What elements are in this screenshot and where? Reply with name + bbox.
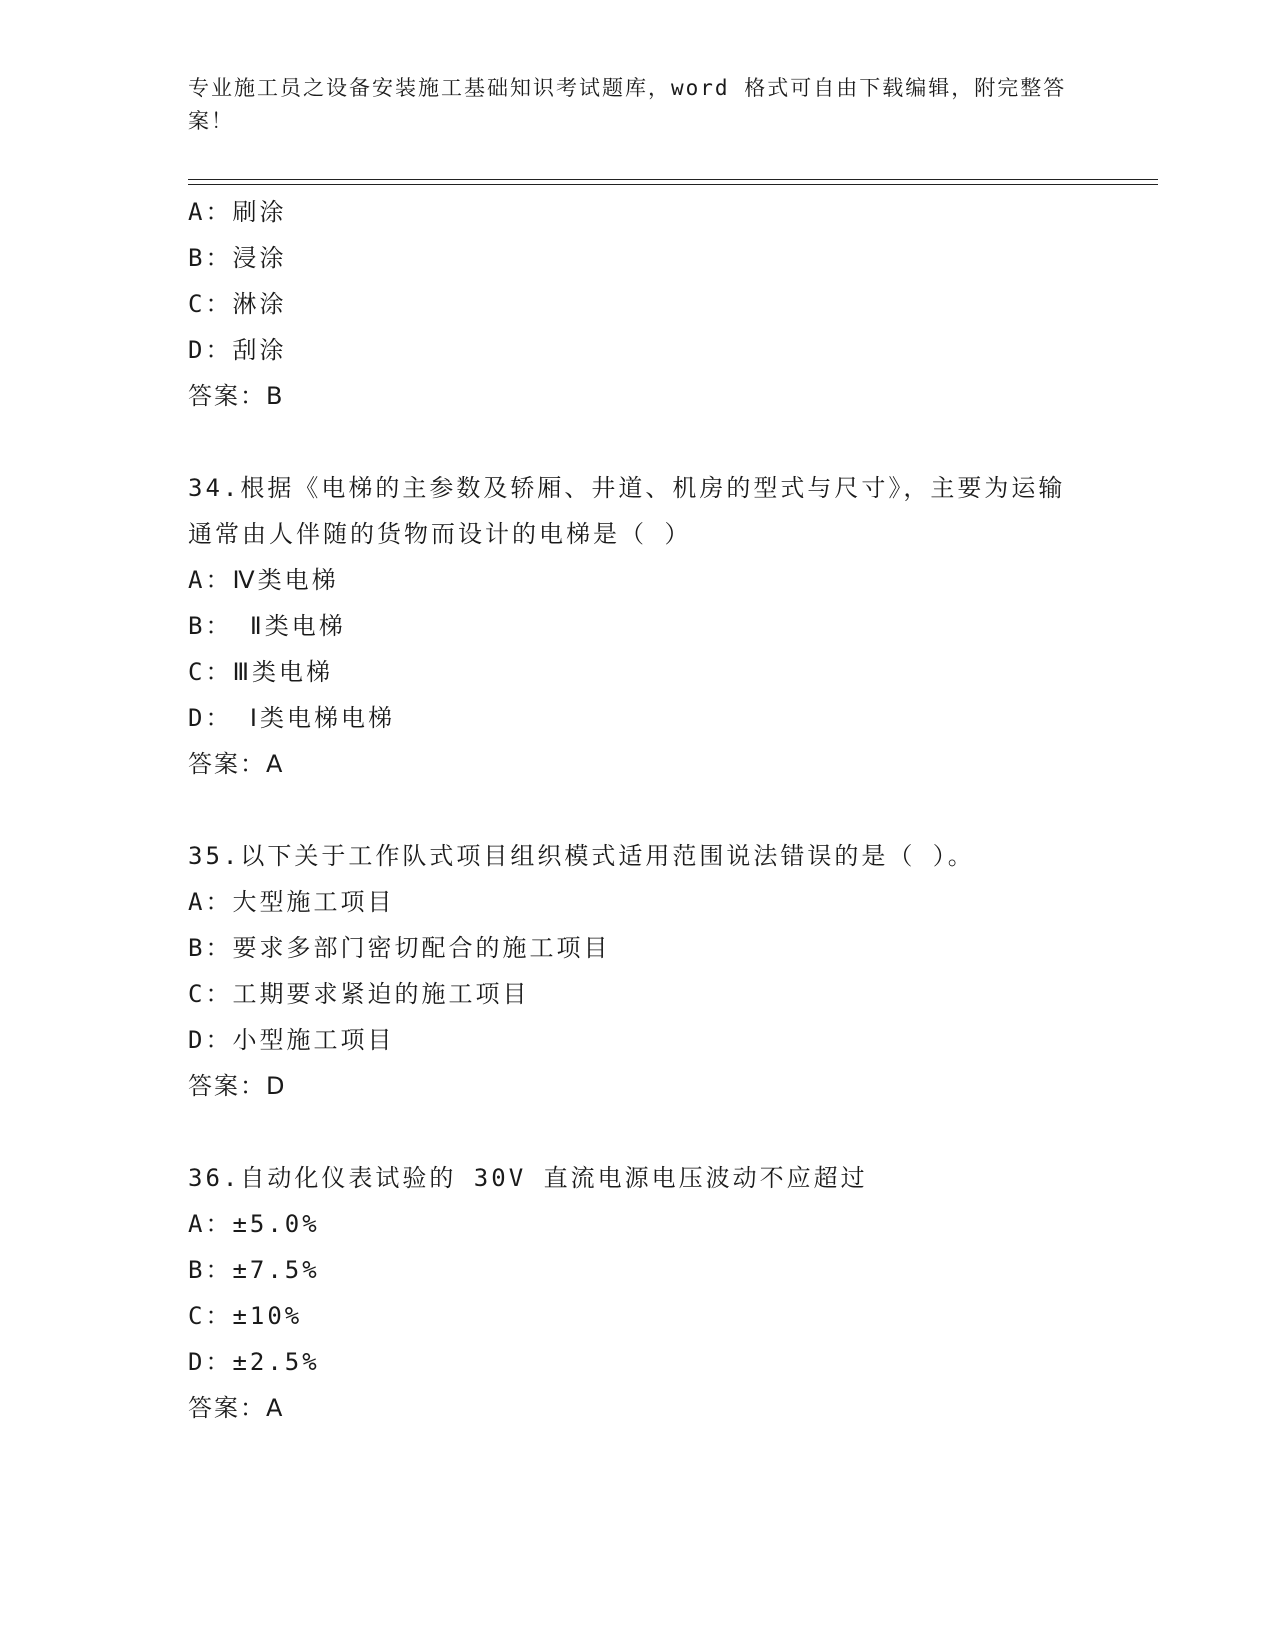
spacer	[188, 787, 1108, 833]
spacer	[188, 1109, 1108, 1155]
question-stem: 34.根据《电梯的主参数及轿厢、井道、机房的型式与尺寸》，主要为运输通常由人伴随的货物而设计的电梯是（ ）	[188, 474, 1066, 548]
option-d: D：小型施工项目	[188, 1026, 395, 1054]
option-b: B：±7.5%	[188, 1256, 320, 1284]
option-d: D：刮涂	[188, 336, 287, 364]
spacer	[188, 419, 1108, 465]
option-a: A：刷涂	[188, 198, 287, 226]
option-b: B：要求多部门密切配合的施工项目	[188, 934, 611, 962]
option-c: C：淋涂	[188, 290, 287, 318]
question-list	[188, 189, 1108, 1431]
option-b: B：浸涂	[188, 244, 287, 272]
question-34	[188, 465, 1108, 787]
answer-line: 答案：A	[188, 1394, 285, 1422]
question-stem: 35.以下关于工作队式项目组织模式适用范围说法错误的是（ ）。	[188, 842, 975, 870]
answer-line: 答案：A	[188, 750, 285, 778]
partial-question	[188, 189, 1108, 419]
option-a: A：±5.0%	[188, 1210, 320, 1238]
question-35	[188, 833, 1108, 1109]
question-36	[188, 1155, 1108, 1431]
option-c: C：±10%	[188, 1302, 303, 1330]
header-divider-second	[188, 184, 1158, 185]
document-header: 专业施工员之设备安装施工基础知识考试题库，word 格式可自由下载编辑，附完整答案！	[188, 76, 1067, 133]
answer-line: 答案：B	[188, 382, 285, 410]
option-a: A：大型施工项目	[188, 888, 395, 916]
question-stem: 36.自动化仪表试验的 30V 直流电源电压波动不应超过	[188, 1164, 868, 1192]
option-d: D：±2.5%	[188, 1348, 320, 1376]
option-b: B： Ⅱ类电梯	[188, 612, 346, 640]
option-a: A：Ⅳ类电梯	[188, 566, 339, 594]
option-c: C：Ⅲ类电梯	[188, 658, 333, 686]
option-d: D： Ⅰ类电梯电梯	[188, 704, 395, 732]
option-c: C：工期要求紧迫的施工项目	[188, 980, 530, 1008]
header-divider	[188, 179, 1158, 180]
answer-line: 答案：D	[188, 1072, 287, 1100]
